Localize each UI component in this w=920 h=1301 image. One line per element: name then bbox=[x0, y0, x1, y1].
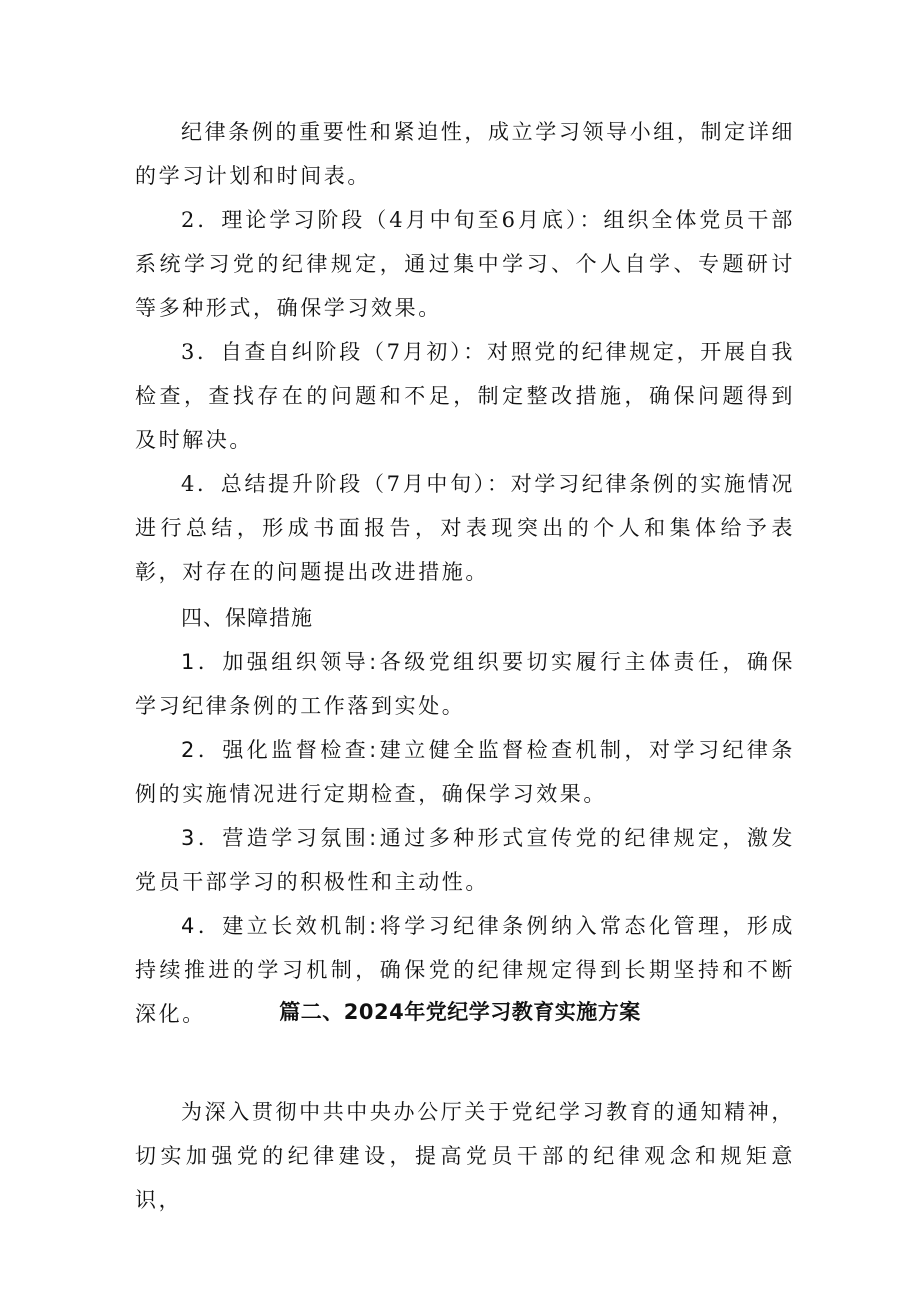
phase-3-paragraph: 3．自查自纠阶段（7月初）：对照党的纪律规定，开展自我检查，查找存在的问题和不足，制定整改措施，确保问题得到及时解决。 bbox=[135, 340, 795, 452]
measure-1-paragraph bbox=[135, 640, 795, 728]
measure-4-text: 将学习纪律条例纳入常态化管理，形成持续推进的学习机制，确保党的纪律规定得到长期坚持和不断深化。 bbox=[135, 914, 796, 1026]
measure-3-paragraph bbox=[135, 816, 795, 904]
chapter-title: 篇二、2024年党纪学习教育实施方案 bbox=[279, 1000, 641, 1024]
phase-4-paragraph: 4．总结提升阶段（7月中旬）：对学习纪律条例的实施情况进行总结，形成书面报告，对表现突出的个人和集体给予表彰，对存在的问题提出改进措施。 bbox=[135, 472, 795, 584]
measure-3-label: 3．营造学习氛围: bbox=[181, 826, 379, 850]
section-heading: 四、保障措施 bbox=[181, 606, 313, 630]
measure-2-paragraph bbox=[135, 728, 795, 816]
phase-2-paragraph: 2．理论学习阶段（4月中旬至6月底）：组织全体党员干部系统学习党的纪律规定，通过集中学习、个人自学、专题研讨等多种形式，确保学习效果。 bbox=[135, 208, 795, 320]
continuation-paragraph: 纪律条例的重要性和紧迫性，成立学习领导小组，制定详细的学习计划和时间表。 bbox=[135, 120, 795, 188]
intro-paragraph: 为深入贯彻中共中央办公厅关于党纪学习教育的通知精神，切实加强党的纪律建设，提高党员干部的纪律观念和规矩意识， bbox=[135, 1100, 795, 1212]
measure-3-text: 通过多种形式宣传党的纪律规定，激发党员干部学习的积极性和主动性。 bbox=[135, 826, 796, 894]
measure-2-label: 2．强化监督检查: bbox=[181, 738, 379, 762]
measure-4-label: 4．建立长效机制: bbox=[181, 914, 379, 938]
measure-2-text: 建立健全监督检查机制，对学习纪律条例的实施情况进行定期检查，确保学习效果。 bbox=[135, 738, 796, 806]
measure-1-label: 1．加强组织领导: bbox=[181, 650, 379, 674]
measure-1-text: 各级党组织要切实履行主体责任，确保学习纪律条例的工作落到实处。 bbox=[135, 650, 796, 718]
